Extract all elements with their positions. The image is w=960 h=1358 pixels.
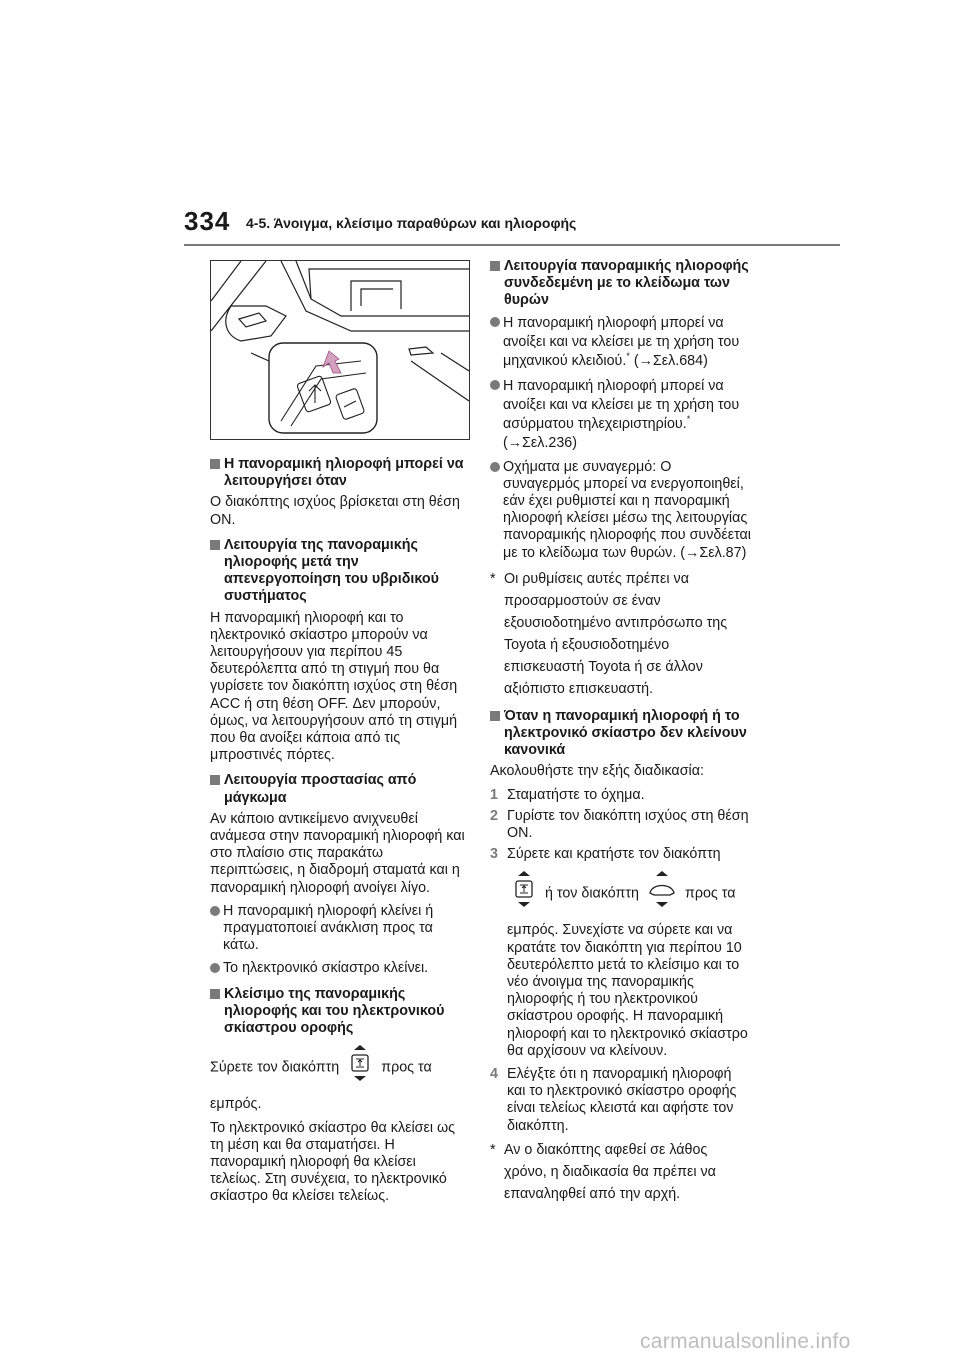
step-item: 2 Γυρίστε τον διακόπτη ισχύος στη θέση ON. [490, 807, 749, 842]
switch-instruction: Σύρετε τον διακόπτη προς τα [210, 1045, 470, 1090]
section-marker-icon [490, 261, 500, 271]
shade-switch-icon [647, 871, 677, 916]
step-item: 3 Σύρετε και κρατήστε τον διακόπτη [490, 846, 721, 863]
step-item: 1 Σταματήστε το όχημα. [490, 786, 645, 803]
section-heading-operating-condition: Η πανοραμική ηλιοροφή μπορεί να λειτουργήσει όταν [210, 456, 470, 490]
page-reference-link[interactable]: (→Σελ.236) [503, 434, 578, 451]
bullet-dot-icon [490, 317, 500, 327]
left-column [210, 260, 470, 1212]
paragraph: Αν κάποιο αντικείμενο ανιχνευθεί ανάμεσα στην πανοραμική ηλιοροφή και στο πλαίσιο στις παρακάτω περιπτώσεις, η διαδρομή σταματά και η πανοραμική ηλιοροφή ανοίγει λίγο. [210, 810, 465, 896]
sunroof-switch-icon [511, 871, 537, 916]
paragraph: Ακολουθήστε την εξής διαδικασία: [490, 763, 704, 780]
right-column [490, 258, 752, 1211]
section-marker-icon [210, 540, 220, 550]
header-divider [184, 244, 840, 246]
bullet-dot-icon [210, 906, 220, 916]
section-heading-closing: Κλείσιμο της πανοραμικής ηλιοροφής και του ηλεκτρονικού σκίαστρου οροφής [210, 986, 470, 1038]
page-reference-link[interactable]: (→Σελ.684) [633, 352, 708, 369]
step-item: 4 Ελέγξτε ότι η πανοραμική ηλιοροφή και το ηλεκτρονικό σκίαστρο οροφής είναι τελείως κλειστά και αφήστε τον διακόπτη. [490, 1066, 737, 1134]
overhead-console-drawing [211, 261, 469, 439]
section-heading-not-closing: Όταν η πανοραμική ηλιοροφή ή το ηλεκτρονικό σκίαστρο δεν κλείνουν κανονικά [490, 708, 752, 760]
bullet-item: Η πανοραμική ηλιοροφή μπορεί να ανοίξει και να κλείσει με τη χρήση του ασύρματου τηλεχειριστηρίου.* (→Σελ.236) [490, 377, 752, 453]
bullet-item: Η πανοραμική ηλιοροφή κλείνει ή πραγματοποιεί ανάκλιση προς τα κάτω. [210, 903, 470, 955]
bullet-dot-icon [210, 963, 220, 973]
section-marker-icon [210, 989, 220, 999]
sunroof-switch-icon [347, 1045, 373, 1090]
paragraph: εμπρός. Συνεχίστε να σύρετε και να κρατάτε τον διακόπτη για περίπου 10 δευτερόλεπτο μετά το κλείσιμο και το νέο άνοιγμα της πανοραμικής ηλιοροφής ή του ηλεκτρονικού σκίαστρου οροφής. Η πανοραμική ηλιοροφή και το ηλεκτρονικό σκίαστρο θα αρχίσουν να κλείνουν. [507, 922, 748, 1059]
paragraph: Η πανοραμική ηλιοροφή και το ηλεκτρονικό σκίαστρο μπορούν να λειτουργήσουν για περίπου 45 δευτερόλεπτα από τη στιγμή που θα γυρίσετε τον διακόπτη ισχύος στη θέση ACC ή στη θέση OFF. Δεν μπορούν, όμως, να λειτουργήσουν από τη στιγμή που θα ανοίξει κάποια από τις μπροστινές πόρτες. [210, 609, 458, 764]
switch-instruction: ή τον διακόπτη προς τα [490, 871, 752, 916]
section-marker-icon [490, 711, 500, 721]
section-marker-icon [210, 775, 220, 785]
bullet-item: Η πανοραμική ηλιοροφή μπορεί να ανοίξει και να κλείσει με τη χρήση του μηχανικού κλειδιού.* (→Σελ.684) [490, 314, 752, 371]
site-watermark: carmanualsonline.info [640, 1330, 851, 1353]
footnote: * Αν ο διακόπτης αφεθεί σε λάθος χρόνο, η διαδικασία θα πρέπει να επαναληφθεί από την αρχή. [490, 1141, 716, 1202]
paragraph: Το ηλεκτρονικό σκίαστρο θα κλείσει ως τη μέση και θα σταματήσει. Η πανοραμική ηλιοροφή θα κλείσει τελείως. Στη συνέχεια, το ηλεκτρονικό σκίαστρο θα κλείσει τελείως. [210, 1119, 456, 1205]
bullet-item: Το ηλεκτρονικό σκίαστρο κλείνει. [210, 960, 470, 977]
page-header [184, 206, 840, 246]
page-number: 334 [184, 206, 231, 236]
bullet-dot-icon [490, 380, 500, 390]
sunroof-switch-illustration [210, 260, 470, 440]
bullet-dot-icon [490, 462, 500, 472]
paragraph: Ο διακόπτης ισχύος βρίσκεται στη θέση ON. [210, 494, 460, 528]
paragraph: εμπρός. [210, 1096, 262, 1113]
chapter-title: 4-5. Άνοιγμα, κλείσιμο παραθύρων και ηλιοροφής [246, 215, 577, 231]
section-heading-jam-protection: Λειτουργία προστασίας από μάγκωμα [210, 772, 470, 806]
section-heading-after-shutdown: Λειτουργία της πανοραμικής ηλιοροφής μετά την απενεργοποίηση του υβριδικού συστήματος [210, 537, 470, 606]
page-reference-link[interactable]: (→Σελ.87) [680, 544, 747, 561]
bullet-item: Οχήματα με συναγερμό: Ο συναγερμός μπορεί να ενεργοποιηθεί, εάν έχει ρυθμιστεί και η πανοραμική ηλιοροφή κλείσει μέσω της λειτουργίας πανοραμικής ηλιοροφής που συνδέεται με το κλείδωμα των θυρών. (→Σελ.87) [490, 459, 752, 562]
section-marker-icon [210, 459, 220, 469]
section-heading-door-lock-link: Λειτουργία πανοραμικής ηλιοροφής συνδεδεμένη με το κλείδωμα των θυρών [490, 258, 752, 310]
footnote: * Οι ρυθμίσεις αυτές πρέπει να προσαρμοστούν σε έναν εξουσιοδοτημένο αντιπρόσωπο της Toyota ή εξουσιοδοτημένο επισκευαστή Toyota ή σε άλλον αξιόπιστο επισκευαστή. [490, 570, 728, 697]
